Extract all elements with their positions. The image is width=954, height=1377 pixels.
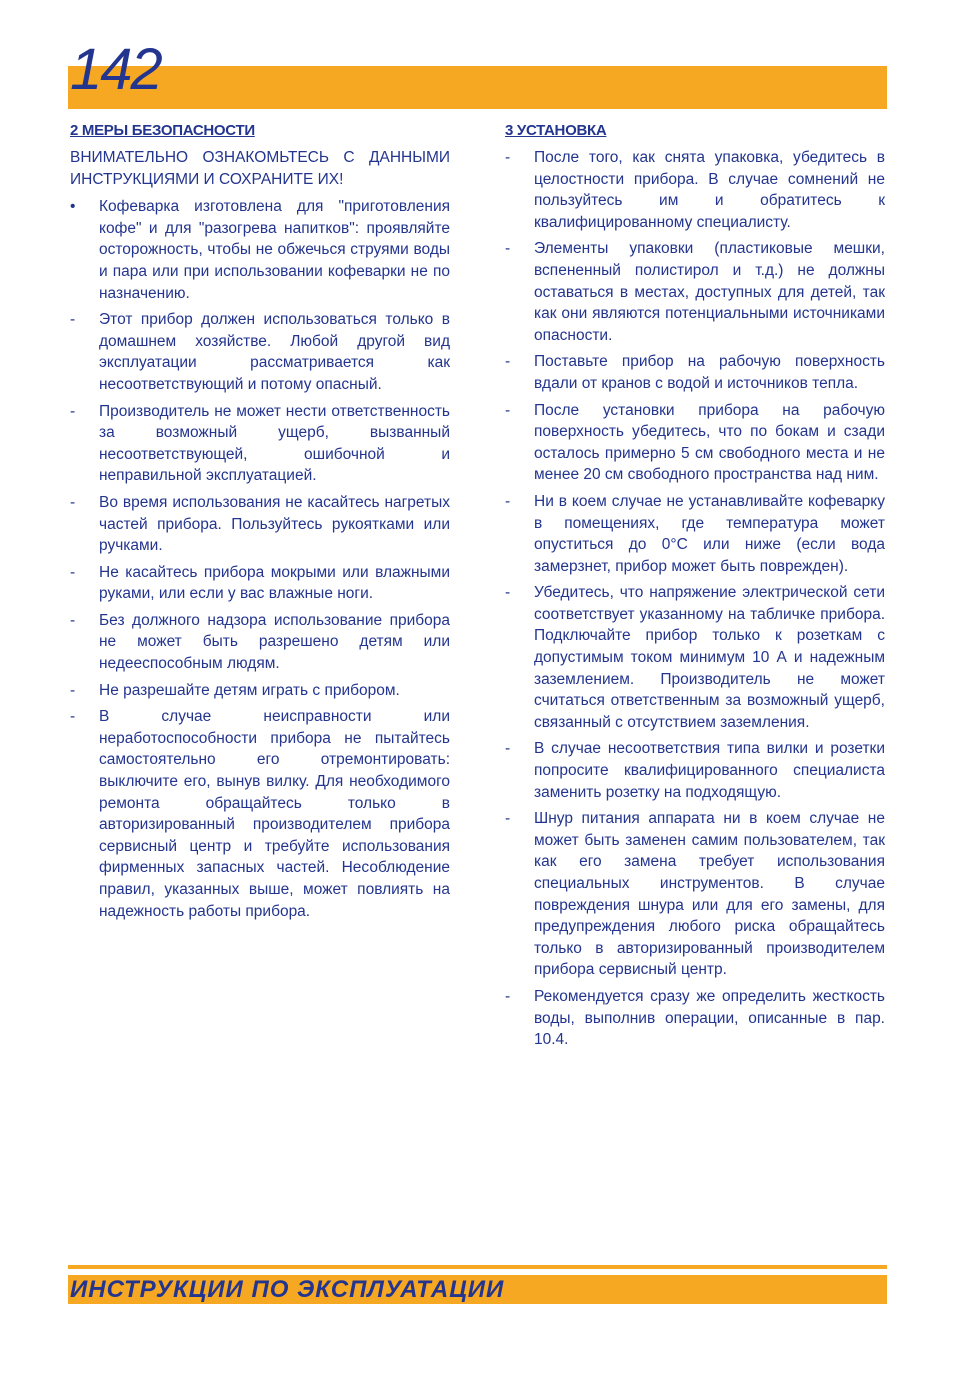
list-item-text: Убедитесь, что напряжение электрической сети соответствует указанному на табличке прибора. Подключайте прибор только к розеткам с допустимым током минимум 10 А и надежным заземлением. Производитель не может считаться ответственным за возможный ущерб, связанный с отсутствием заземления. <box>534 584 885 731</box>
footer-divider <box>68 1265 887 1269</box>
page-number: 142 <box>70 37 161 102</box>
list-item-text: Без должного надзора использование прибора не может быть разрешено детям или недееспособным людям. <box>99 611 450 673</box>
list-item-text: Производитель не может нести ответственность за возможный ущерб, вызванный несоответствующей, ошибочной и неправильной эксплуатацией. <box>99 402 450 485</box>
dash-marker: - <box>505 584 511 602</box>
safety-section <box>70 122 450 927</box>
list-item-text: Поставьте прибор на рабочую поверхность вдали от кранов с водой и источников тепла. <box>534 353 885 392</box>
list-item <box>70 309 450 395</box>
list-item-text: Не разрешайте детям играть с прибором. <box>99 681 400 699</box>
safety-intro: ВНИМАТЕЛЬНО ОЗНАКОМЬТЕСЬ С ДАННЫМИ ИНСТРУКЦИЯМИ И СОХРАНИТЕ ИХ! <box>70 149 450 188</box>
dash-marker: - <box>505 740 511 758</box>
safety-list <box>70 196 450 922</box>
dash-marker: - <box>505 492 511 510</box>
list-item-text: После установки прибора на рабочую поверхность убедитесь, что по бокам и сзади осталось примерно 5 см свободного места и не менее 20 см свободного пространства над ним. <box>534 401 885 484</box>
dash-marker: - <box>70 563 76 581</box>
installation-list <box>505 147 885 1051</box>
list-item <box>505 400 885 486</box>
list-item-text: Этот прибор должен использоваться только в домашнем хозяйстве. Любой другой вид эксплуатации рассматривается как несоответствующий и потому опасный. <box>99 311 450 393</box>
dash-marker: - <box>505 810 511 828</box>
dash-marker: - <box>70 611 76 629</box>
section-title-safety: 2 МЕРЫ БЕЗОПАСНОСТИ <box>70 122 255 139</box>
list-item-text: Кофеварка изготовлена для "приготовления кофе" и для "разогрева напитков": проявляйте осторожность, чтобы не обжечься струями воды и пара или при использовании кофеварки не по назначению. <box>99 198 450 302</box>
list-item <box>70 680 450 702</box>
list-item <box>505 808 885 981</box>
dash-marker: - <box>70 402 76 420</box>
list-item-text: Элементы упаковки (пластиковые мешки, вспененный полистирол и т.д.) не должны оставаться в местах, доступных для детей, так как они являются потенциальными источниками опасности. <box>534 240 885 344</box>
list-item-text: После того, как снята упаковка, убедитесь в целостности прибора. В случае сомнений не пользуйтесь им и обратитесь к квалифицированному специалисту. <box>534 149 885 231</box>
dash-marker: - <box>505 353 511 371</box>
list-item <box>70 562 450 605</box>
list-item <box>505 238 885 346</box>
list-item <box>70 492 450 557</box>
dash-marker: - <box>70 708 76 726</box>
dash-marker: - <box>505 987 511 1005</box>
footer-title: ИНСТРУКЦИИ ПО ЭКСПЛУАТАЦИИ <box>70 1276 505 1303</box>
list-item-text: Ни в коем случае не устанавливайте кофеварку в помещениях, где температура может опуститься до 0°C или ниже (если вода замерзнет, прибор может быть поврежден). <box>534 492 885 575</box>
list-item <box>505 351 885 394</box>
dash-marker: - <box>505 149 511 166</box>
list-item-text: В случае несоответствия типа вилки и розетки попросите квалифицированного специалиста заменить розетку на подходящую. <box>534 740 885 801</box>
header-bar <box>68 66 887 109</box>
list-item <box>505 986 885 1051</box>
list-item <box>70 706 450 922</box>
list-item-text: В случае неисправности или неработоспособности прибора не пытайтесь самостоятельно его отремонтировать: выключите его, вынув вилку. Для необходимого ремонта обращайтесь только в авторизированный производителем прибора сервисный центр и требуйте использования фирменных запасных частей. Несоблюдение правил, указанных выше, может повлиять на надежность работы прибора. <box>99 708 450 920</box>
installation-section <box>505 122 885 1056</box>
section-title-installation: 3 УСТАНОВКА <box>505 122 607 139</box>
bullet-marker: • <box>70 198 76 216</box>
dash-marker: - <box>505 240 511 258</box>
list-item <box>505 491 885 577</box>
dash-marker: - <box>70 493 76 511</box>
dash-marker: - <box>505 401 511 419</box>
list-item <box>505 738 885 803</box>
list-item <box>70 196 450 304</box>
list-item-text: Рекомендуется сразу же определить жесткость воды, выполнив операции, описанные в пар. 10.4. <box>534 987 885 1049</box>
list-item <box>70 610 450 675</box>
list-item-text: Не касайтесь прибора мокрыми или влажными руками, или если у вас влажные ноги. <box>99 563 450 603</box>
dash-marker: - <box>70 681 76 699</box>
list-item-text: Во время использования не касайтесь нагретых частей прибора. Пользуйтесь рукоятками или ручками. <box>99 493 450 555</box>
list-item <box>505 147 885 233</box>
list-item <box>505 582 885 733</box>
list-item <box>70 401 450 487</box>
list-item-text: Шнур питания аппарата ни в коем случае не может быть заменен самим пользователем, так как его замена требует использования специальных инструментов. В случае повреждения шнура или для его замены, для предупреждения любого риска обращайтесь только в авторизированный производителем прибора сервисный центр. <box>534 810 885 979</box>
dash-marker: - <box>70 311 76 329</box>
